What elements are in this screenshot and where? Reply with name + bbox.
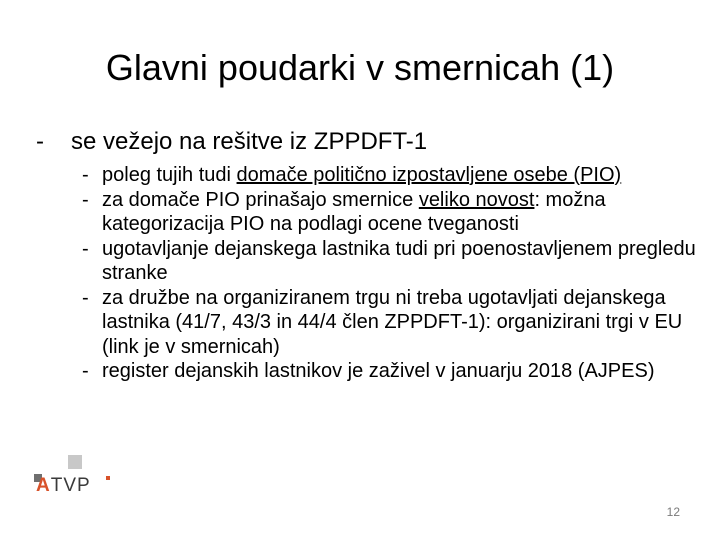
text-segment: poleg tujih tudi	[102, 164, 237, 186]
list-item	[82, 163, 712, 188]
list-item	[82, 188, 712, 237]
logo-square-light	[68, 455, 82, 469]
list-item-text: register dejanskih lastnikov je zaživel v januarju 2018 (AJPES)	[102, 360, 655, 382]
bullet-marker: -	[82, 188, 89, 211]
bullet-marker: -	[82, 360, 89, 382]
list-item-text	[102, 188, 702, 237]
logo-wordmark	[36, 475, 91, 497]
bullet-marker: -	[82, 286, 89, 309]
list-item	[82, 359, 712, 384]
list-item	[82, 286, 712, 360]
bullet-marker: -	[36, 128, 44, 155]
text-segment: : možna kategorizacija PIO na podlagi ocene tveganosti	[102, 188, 606, 235]
page-number: 12	[666, 505, 680, 519]
main-bullet-text: se vežejo na rešitve iz ZPPDFT-1	[71, 128, 428, 155]
atvp-logo	[32, 452, 122, 502]
list-item-text: ugotavljanje dejanskega lastnika tudi pri poenostavljenem pregledu stranke	[102, 237, 696, 284]
list-item-text: za družbe na organiziranem trgu ni treba ugotavljati dejanskega lastnika (41/7, 43/3 in 44/4 člen ZPPDFT-1): organizirani trgi v EU (link je v smernicah)	[102, 286, 683, 358]
logo-accent-dot	[106, 476, 110, 480]
text-segment: za domače PIO prinašajo smernice	[102, 188, 419, 211]
list-item-text	[102, 163, 702, 188]
bullet-marker: -	[82, 237, 89, 260]
sub-bullet-list	[82, 163, 712, 384]
list-item	[82, 237, 712, 286]
logo-letters: TVP	[50, 475, 91, 496]
bullet-marker: -	[82, 164, 89, 186]
underlined-text: domače politično izpostavljene osebe (PIO)	[236, 164, 622, 186]
slide-title: Glavni poudarki v smernicah (1)	[105, 47, 615, 88]
underlined-text: veliko novost	[418, 188, 535, 211]
logo-letter-a: A	[36, 475, 51, 496]
